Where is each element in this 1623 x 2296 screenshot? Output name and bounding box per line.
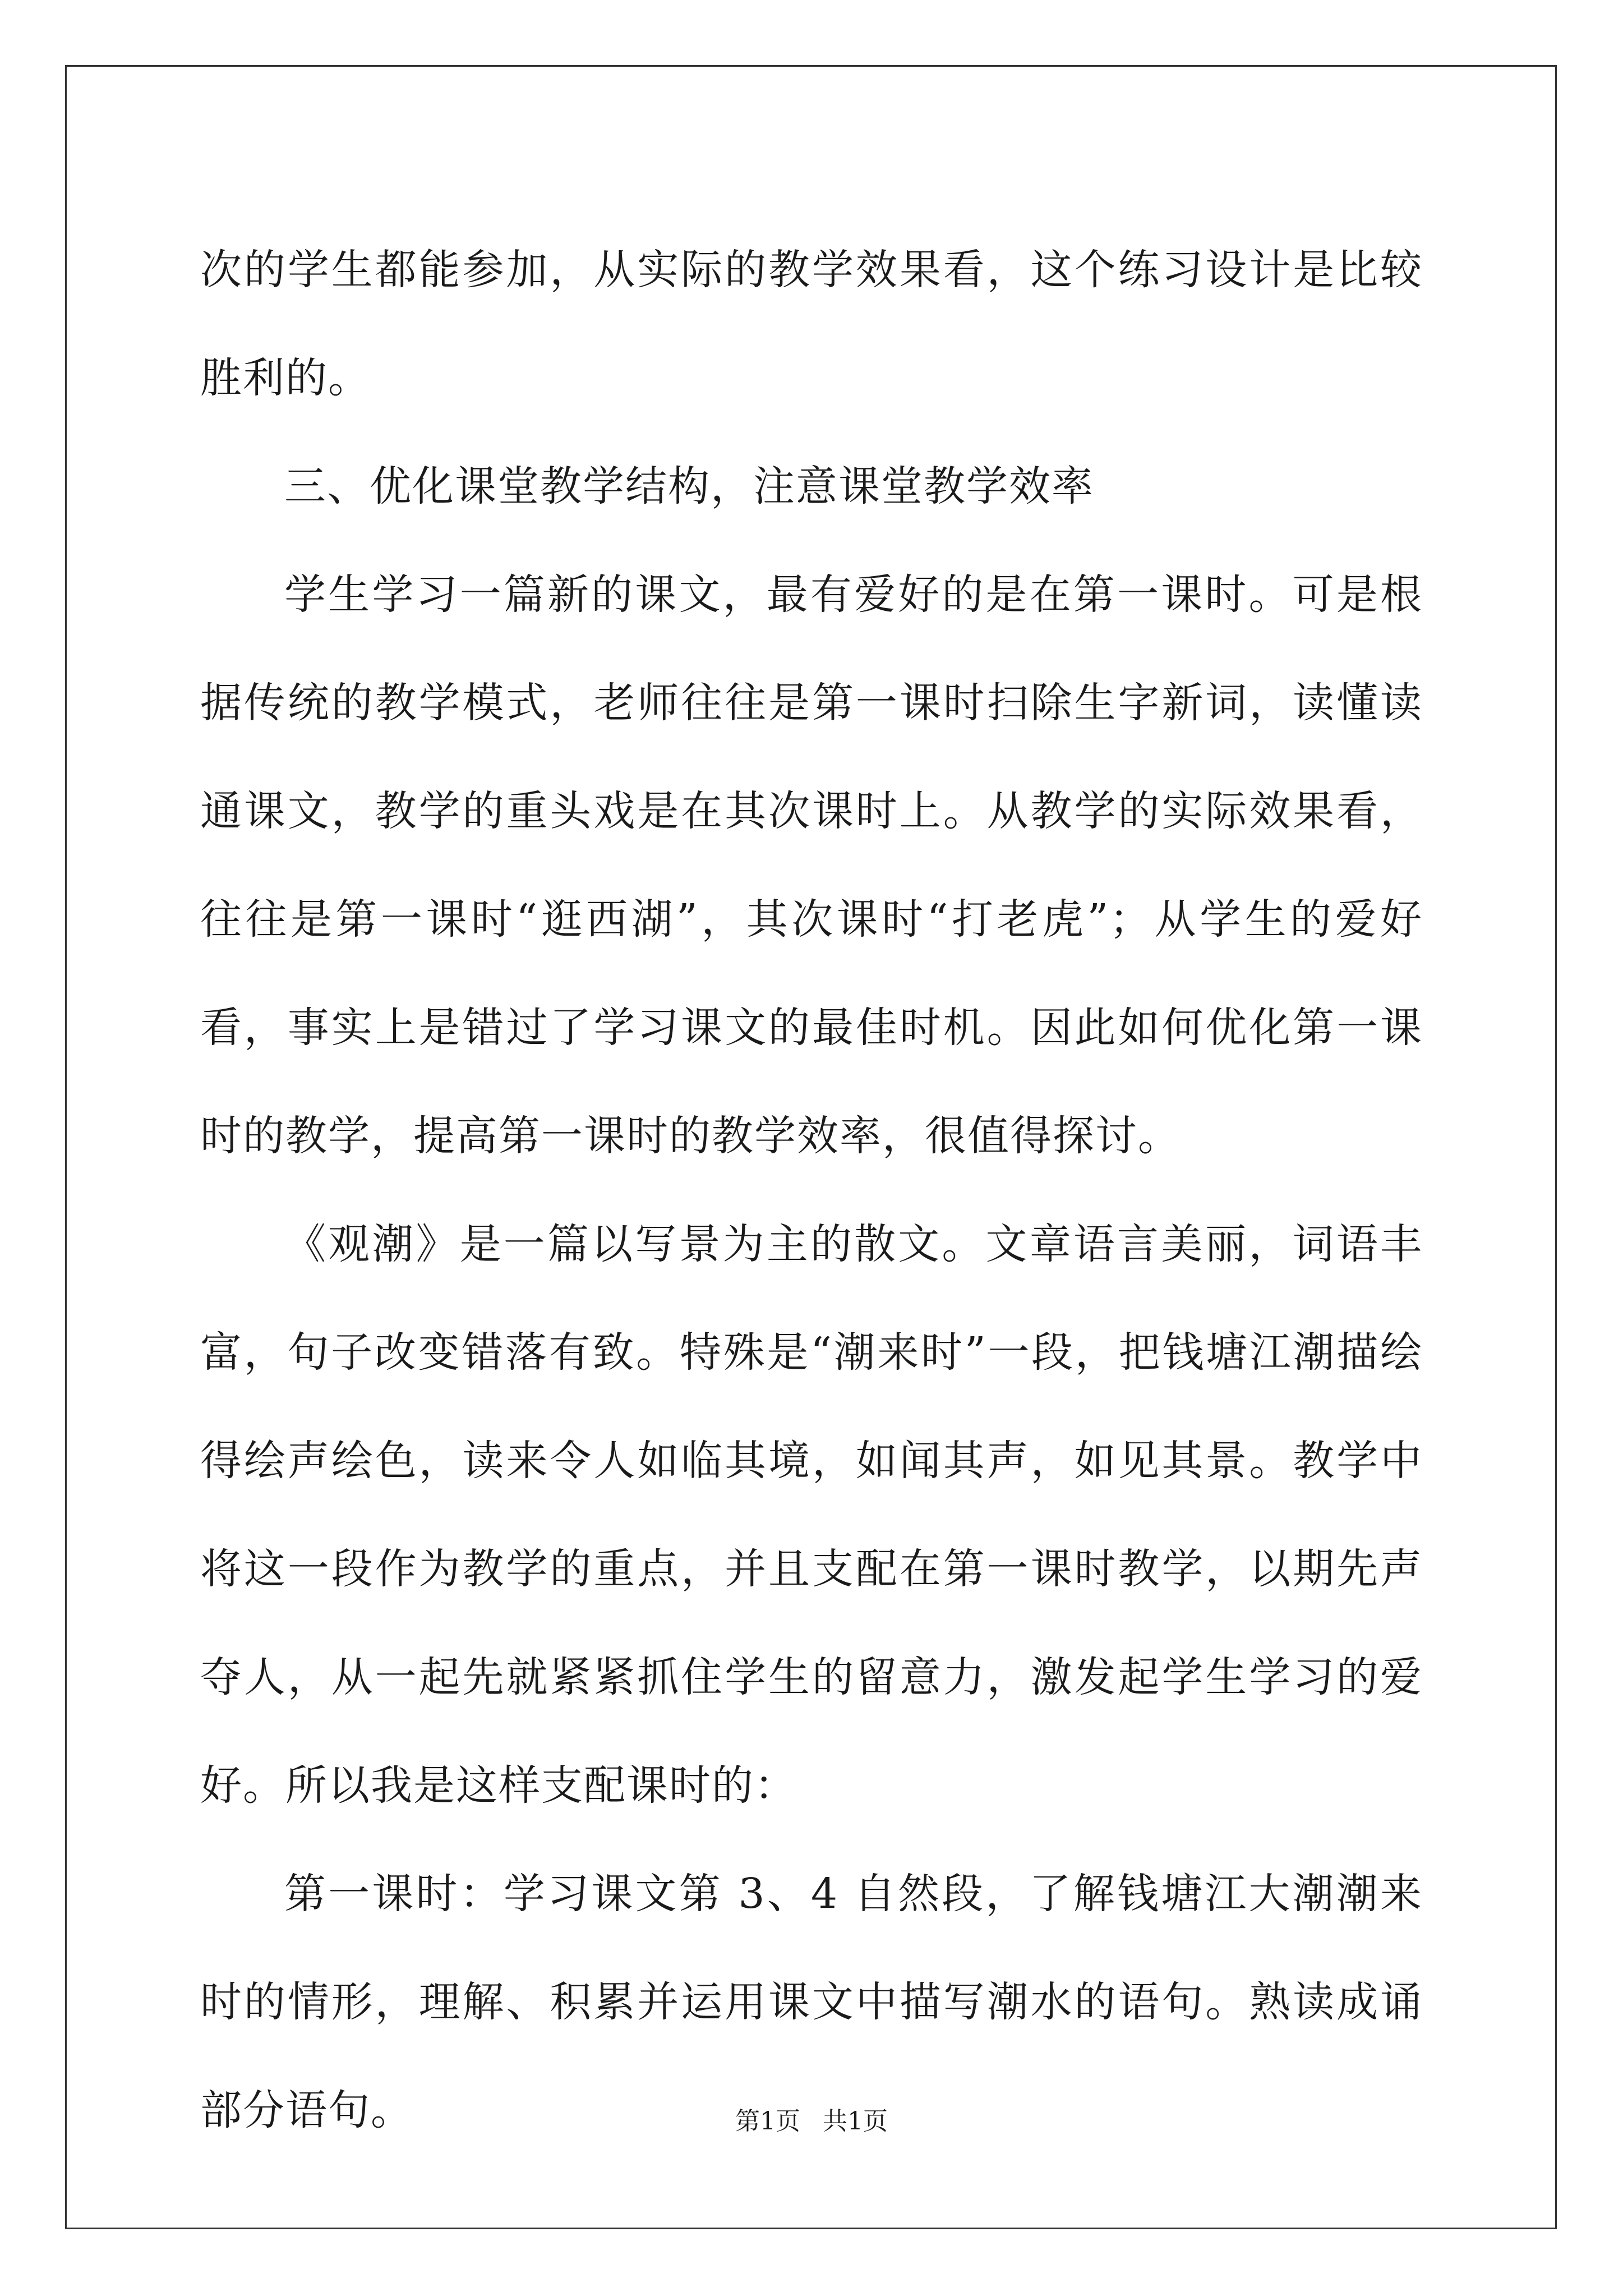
section-heading: 三、优化课堂教学结构，注意课堂教学效率: [284, 462, 1094, 510]
paragraph: 次的学生都能参加，从实际的教学效果看，这个练习设计是比较胜利的。: [200, 246, 1423, 402]
page-total: 共1页: [823, 2107, 888, 2136]
paragraph: 《观潮》是一篇以写景为主的散文。文章语言美丽，词语丰富，句子改变错落有致。特殊是“潮来时”一段，把钱塘江潮描绘得绘声绘色，读来令人如临其境，如闻其声，如见其景。教学中将这一段作为教学的重点，并且支配在第一课时教学，以期先声夺人，从一起先就紧紧抓住学生的留意力，激发起学生学习的爱好。所以我是这样支配课时的：: [200, 1220, 1423, 1810]
document-body: [200, 216, 1423, 2165]
paragraph: 第一课时：学习课文第 3、4 自然段，了解钱塘江大潮潮来时的情形，理解、积累并运用课文中描写潮水的语句。熟读成诵部分语句。: [200, 1870, 1423, 2134]
page-footer: [0, 2101, 1623, 2137]
paragraph: 学生学习一篇新的课文，最有爱好的是在第一课时。可是根据传统的教学模式，老师往往是第一课时扫除生字新词，读懂读通课文，教学的重头戏是在其次课时上。从教学的实际效果看，往往是第一课时“逛西湖”，其次课时“打老虎”；从学生的爱好看，事实上是错过了学习课文的最佳时机。因此如何优化第一课时的教学，提高第一课时的教学效率，很值得探讨。: [200, 570, 1423, 1160]
page-number: 第1页: [735, 2107, 800, 2136]
